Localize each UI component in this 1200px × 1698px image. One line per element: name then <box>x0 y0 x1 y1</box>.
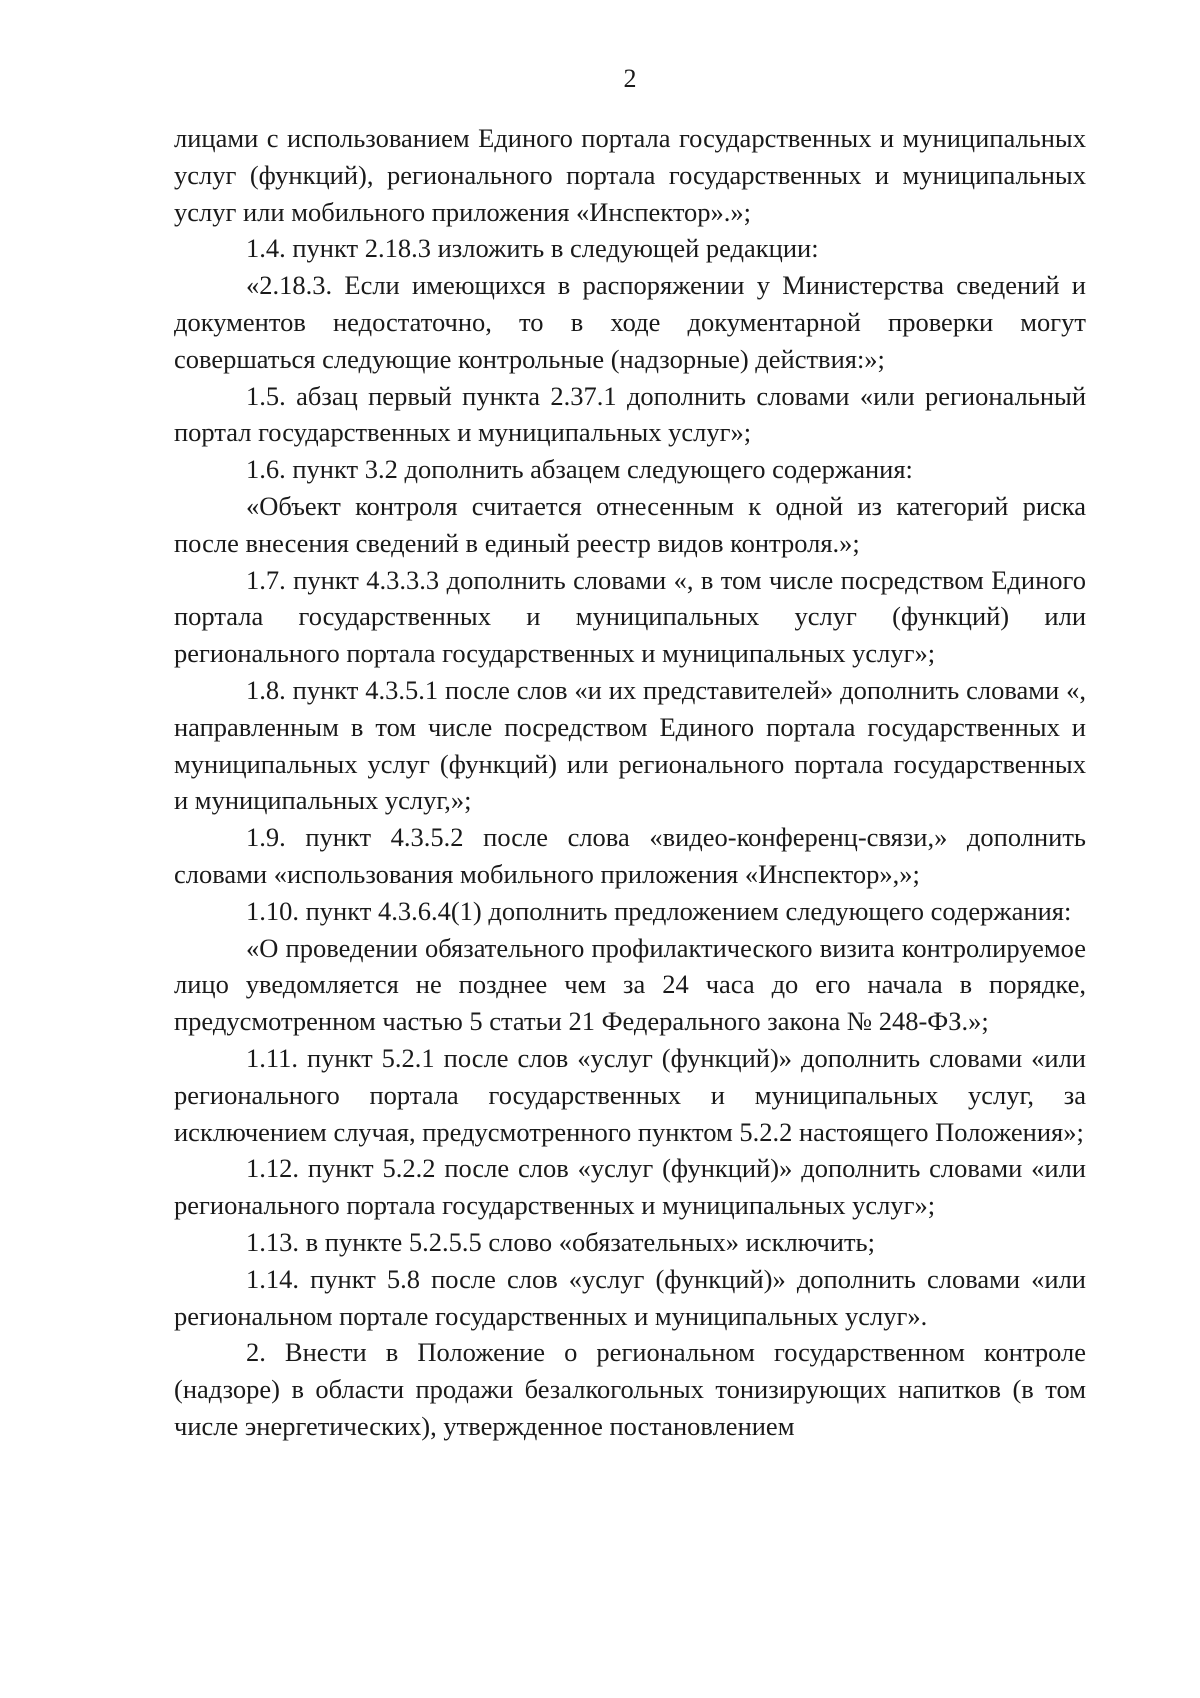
paragraph-1-13: 1.13. в пункте 5.2.5.5 слово «обязательных» исключить; <box>246 1226 875 1257</box>
paragraph-1-11: 1.11. пункт 5.2.1 после слов «услуг (функций)» дополнить словами «или регионального портала государственных и муниципальных услуг, за исключением случая, предусмотренного пунктом 5.2.2 настоящего Положения»; <box>174 1042 1086 1147</box>
paragraph-1-5: 1.5. абзац первый пункта 2.37.1 дополнить словами «или региональный портал государственных и муниципальных услуг»; <box>174 380 1086 448</box>
page-number: 2 <box>623 64 637 93</box>
paragraph-1-8: 1.8. пункт 4.3.5.1 после слов «и их представителей» дополнить словами «, направленным в том числе посредством Единого портала государственных и муниципальных услуг (функций) или регионального портала государственных и муниципальных услуг,»; <box>174 674 1086 816</box>
paragraph-1-14: 1.14. пункт 5.8 после слов «услуг (функций)» дополнить словами «или региональном портале государственных и муниципальных услуг». <box>174 1263 1086 1331</box>
paragraph-1-9: 1.9. пункт 4.3.5.2 после слова «видео-конференц-связи,» дополнить словами «использования мобильного приложения «Инспектор»,»; <box>174 822 1086 889</box>
paragraph-1-4: 1.4. пункт 2.18.3 изложить в следующей редакции: <box>246 233 819 264</box>
paragraph-3-2-text: «Объект контроля считается отнесенным к одной из категорий риска после внесения сведений в единый реестр видов контроля.»; <box>174 490 1086 558</box>
paragraph-1-12: 1.12. пункт 5.2.2 после слов «услуг (функций)» дополнить словами «или регионального портала государственных и муниципальных услуг»; <box>174 1153 1086 1221</box>
paragraph-1-10: 1.10. пункт 4.3.6.4(1) дополнить предложением следующего содержания: <box>246 895 1072 926</box>
paragraph-continuation: лицами с использованием Единого портала государственных и муниципальных услуг (функций), регионального портала государственных и муниципальных услуг или мобильного приложения «Инспектор».»; <box>174 123 1086 227</box>
paragraph-4-3-6-4-text: «О проведении обязательного профилактического визита контролируемое лицо уведомляется не позднее чем за 24 часа до его начала в порядке, предусмотренном частью 5 статьи 21 Федерального закона № 248-ФЗ.»; <box>174 932 1086 1037</box>
paragraph-1-7: 1.7. пункт 4.3.3.3 дополнить словами «, в том числе посредством Единого портала государственных и муниципальных услуг (функций) или регионального портала государственных и муниципальных услуг»; <box>174 564 1086 669</box>
paragraph-1-6: 1.6. пункт 3.2 дополнить абзацем следующего содержания: <box>246 454 913 485</box>
document-body <box>174 120 1086 1445</box>
paragraph-2: 2. Внести в Положение о региональном государственном контроле (надзоре) в области продажи безалкогольных тонизирующих напитков (в том числе энергетических), утвержденное постановлением <box>174 1337 1086 1441</box>
paragraph-2-18-3-text: «2.18.3. Если имеющихся в распоряжении у Министерства сведений и документов недостаточно, то в ходе документарной проверки могут совершаться следующие контрольные (надзорные) действия:»; <box>174 270 1086 374</box>
